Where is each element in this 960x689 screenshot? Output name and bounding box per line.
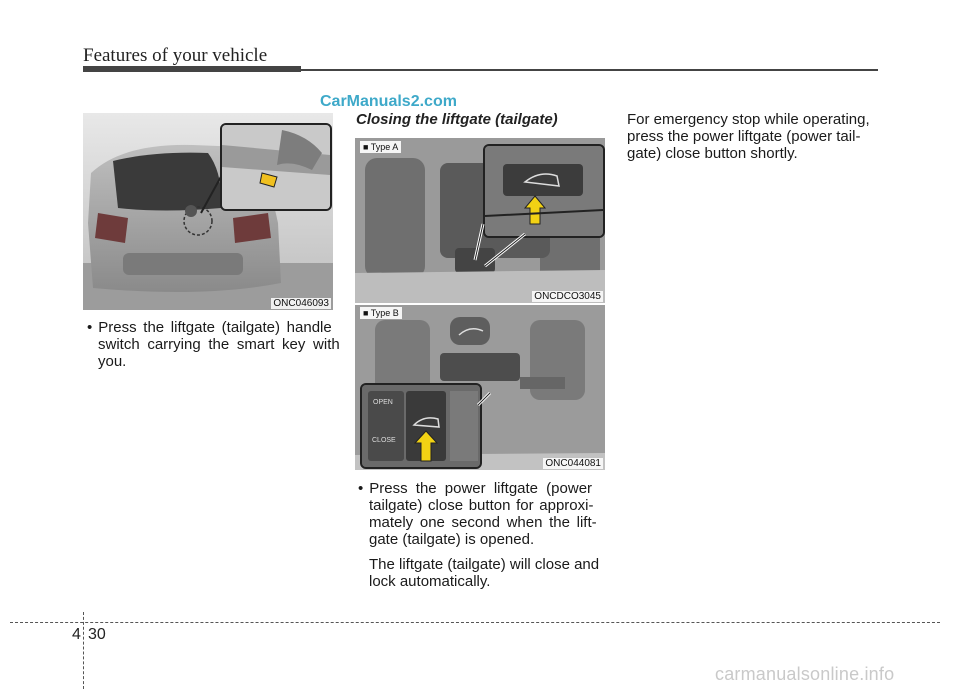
watermark-top-link[interactable]: CarManuals2.com xyxy=(320,93,457,110)
figure-code: ONC046093 xyxy=(273,298,329,309)
text-line: switch carrying the smart key with xyxy=(98,336,340,353)
text-line: Press the liftgate (tailgate) handle xyxy=(98,319,332,336)
figure-liftgate-handle xyxy=(83,113,333,310)
footer-rule xyxy=(10,622,940,623)
text-line: mately one second when the lift- xyxy=(369,514,597,531)
text-line: you. xyxy=(98,353,127,370)
header-rule-thick xyxy=(83,66,301,72)
switch-open-label: OPEN xyxy=(373,399,393,406)
type-label: ■ Type B xyxy=(360,307,402,319)
watermark-bottom-link[interactable]: carmanualsonline.info xyxy=(715,664,895,684)
switch-close-label: CLOSE xyxy=(372,437,396,444)
bullet-text-block xyxy=(85,319,340,370)
type-label: ■ Type A xyxy=(360,141,401,153)
figure-type-a xyxy=(355,138,605,303)
text-line: gate (tailgate) is opened. xyxy=(369,531,535,548)
text-line: lock automatically. xyxy=(369,573,491,590)
header-rule-thin xyxy=(301,69,878,71)
text-line: tailgate) close button for approxi- xyxy=(369,497,594,514)
page-number: 30 xyxy=(88,626,106,643)
text-line: The liftgate (tailgate) will close and xyxy=(369,556,600,573)
figure-inset-handle xyxy=(220,123,332,211)
bullet-marker: • xyxy=(358,480,364,497)
paragraph xyxy=(627,111,882,162)
text-line: For emergency stop while operating, xyxy=(627,111,870,128)
bullet-marker: • xyxy=(87,319,93,336)
text-line: Press the power liftgate (power xyxy=(369,480,593,497)
bullet-text-block xyxy=(356,480,608,590)
figure-code: ONC044081 xyxy=(545,458,601,469)
figure-type-b xyxy=(355,305,605,470)
text-line: gate) close button shortly. xyxy=(627,145,798,162)
section-title: Features of your vehicle xyxy=(83,45,268,66)
text-line: press the power liftgate (power tail- xyxy=(627,128,861,145)
hand-on-handle-illustration xyxy=(222,125,330,209)
figure-code: ONCDCO3045 xyxy=(534,291,601,302)
callout-pointer xyxy=(355,138,605,303)
section-heading: Closing the liftgate (tailgate) xyxy=(356,111,558,128)
chapter-number: 4 xyxy=(72,626,81,643)
footer-divider xyxy=(83,612,84,689)
callout-pointer xyxy=(355,305,605,470)
